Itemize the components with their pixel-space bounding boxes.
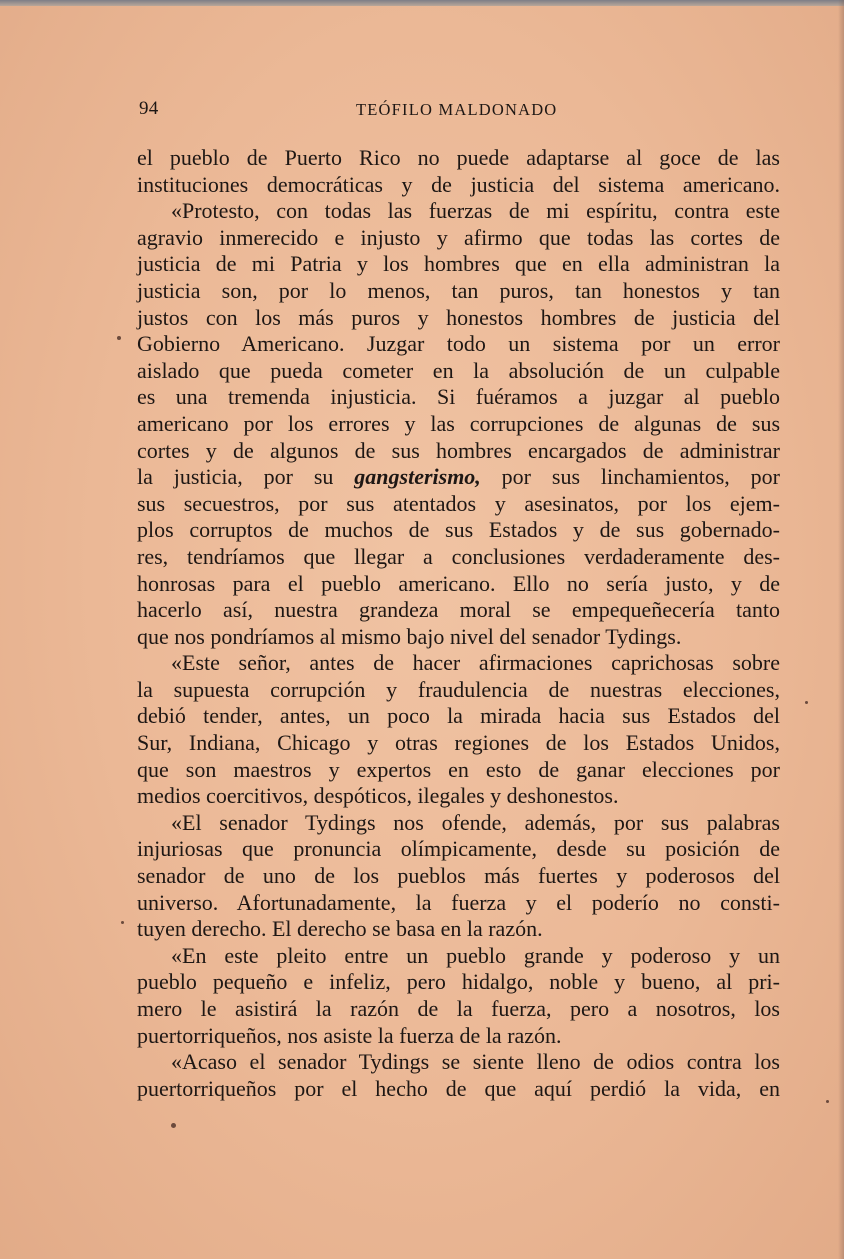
print-speck xyxy=(805,701,808,704)
text-line: debió tender, antes, un poco la mirada hacia sus Estados del xyxy=(137,703,780,729)
print-speck xyxy=(171,1123,176,1128)
page-top-edge xyxy=(0,0,844,6)
text-line: la supuesta corrupción y fraudulencia de nuestras elecciones, xyxy=(137,676,780,702)
text-line: «El senador Tydings nos ofende, además, por sus palabras xyxy=(171,809,780,835)
text-line: Sur, Indiana, Chicago y otras regiones de los Estados Unidos, xyxy=(137,730,780,756)
text-line: agravio inmerecido e injusto y afirmo que todas las cortes de xyxy=(137,224,780,250)
text-line: Gobierno Americano. Juzgar todo un sistema por un error xyxy=(137,331,780,357)
text-line: universo. Afortunadamente, la fuerza y el poderío no consti- xyxy=(137,889,780,915)
text-line: «Protesto, con todas las fuerzas de mi espíritu, contra este xyxy=(171,198,780,224)
text-line: que son maestros y expertos en esto de ganar elecciones por xyxy=(137,756,780,782)
text-line: tuyen derecho. El derecho se basa en la razón. xyxy=(137,916,543,942)
text-line: sus secuestros, por sus atentados y asesinatos, por los ejem- xyxy=(137,490,780,516)
text-line: «Este señor, antes de hacer afirmaciones caprichosas sobre xyxy=(171,650,780,676)
text-line: justos con los más puros y honestos hombres de justicia del xyxy=(137,304,780,330)
text-line: americano por los errores y las corrupciones de algunas de sus xyxy=(137,410,780,436)
text-line: justicia son, por lo menos, tan puros, tan honestos y tan xyxy=(137,277,780,303)
text-line: instituciones democráticas y de justicia del sistema americano. xyxy=(137,171,780,197)
text-line: «En este pleito entre un pueblo grande y poderoso y un xyxy=(171,942,780,968)
text-line: justicia de mi Patria y los hombres que en ella administran la xyxy=(137,251,780,277)
text-line: es una tremenda injusticia. Si fuéramos a juzgar al pueblo xyxy=(137,384,780,410)
text-line: hacerlo así, nuestra grandeza moral se empequeñecería tanto xyxy=(137,597,780,623)
text-line: el pueblo de Puerto Rico no puede adaptarse al goce de las xyxy=(137,145,780,170)
print-speck xyxy=(826,1100,829,1103)
page-right-edge xyxy=(838,0,844,1259)
text-segment: por sus linchamientos, por xyxy=(480,464,780,490)
text-segment: la justicia, por su xyxy=(137,464,355,490)
text-line: injuriosas que pronuncia olímpicamente, desde su posición de xyxy=(137,836,780,862)
text-line: puertorriqueños por el hecho de que aquí perdió la vida, en xyxy=(137,1075,780,1101)
text-line: senador de uno de los pueblos más fuertes y poderosos del xyxy=(137,863,780,889)
text-line: mero le asistirá la razón de la fuerza, pero a nosotros, los xyxy=(137,996,780,1021)
text-line: res, tendríamos que llegar a conclusiones verdaderamente des- xyxy=(137,543,780,569)
text-line xyxy=(137,464,780,491)
text-line: medios coercitivos, despóticos, ilegales y deshonestos. xyxy=(137,783,619,809)
running-head: TEÓFILO MALDONADO xyxy=(356,100,558,119)
text-line: aislado que pueda cometer en la absolución de un culpable xyxy=(137,357,780,383)
body-text xyxy=(137,145,780,1102)
text-line: pueblo pequeño e infeliz, pero hidalgo, noble y bueno, al pri- xyxy=(137,969,780,995)
page-header xyxy=(137,98,780,124)
text-line: «Acaso el senador Tydings se siente lleno de odios contra los xyxy=(171,1049,780,1075)
print-speck xyxy=(121,921,124,924)
print-speck xyxy=(117,336,121,340)
italic-term: gangsterismo, xyxy=(354,464,481,490)
page-number: 94 xyxy=(139,98,159,119)
text-line: que nos pondríamos al mismo bajo nivel del senador Tydings. xyxy=(137,623,682,649)
text-line: plos corruptos de muchos de sus Estados y de sus gobernado- xyxy=(137,517,780,543)
text-line: cortes y de algunos de sus hombres encargados de administrar xyxy=(137,437,780,463)
text-line: puertorriqueños, nos asiste la fuerza de la razón. xyxy=(137,1022,562,1048)
text-line: honrosas para el pueblo americano. Ello no sería justo, y de xyxy=(137,570,780,596)
